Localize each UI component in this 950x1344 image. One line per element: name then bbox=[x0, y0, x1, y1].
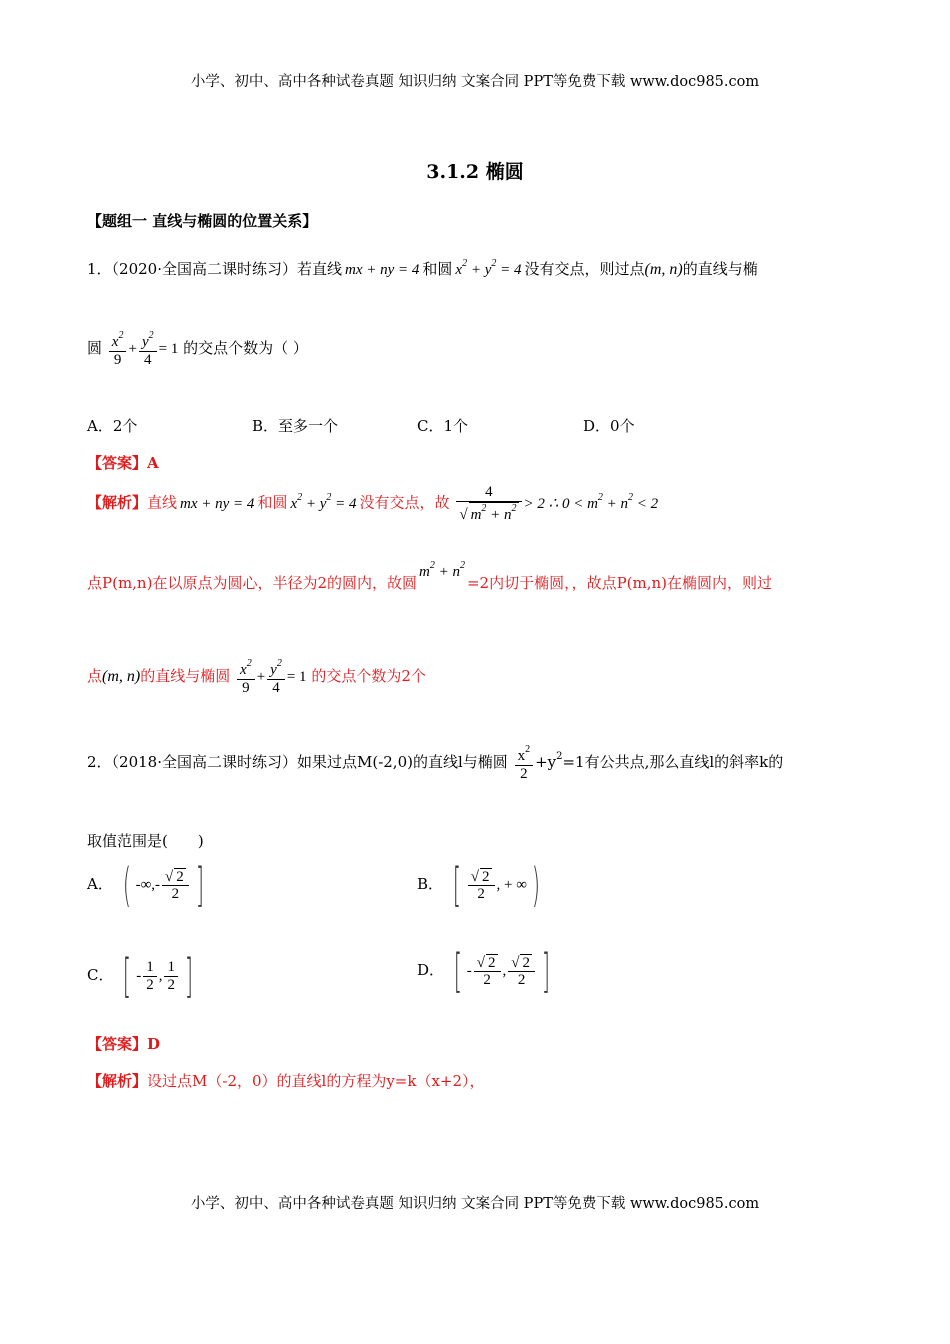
answer-value: A bbox=[147, 454, 159, 472]
q2-option-a-label: A． bbox=[87, 875, 113, 893]
group-heading: 【题组一 直线与椭圆的位置关系】 bbox=[87, 212, 318, 230]
q1-option-d: D．0个 bbox=[583, 417, 635, 435]
q1-stem-text: 1．（2020·全国高二课时练习）若直线 bbox=[87, 260, 342, 278]
q1-line-with: 的直线与椭 bbox=[682, 260, 758, 278]
q2-option-b-label: B． bbox=[417, 875, 444, 893]
q1-analysis-1a: 直线 bbox=[147, 493, 178, 512]
q1-count-question: 的交点个数为（ ） bbox=[183, 339, 308, 357]
q1-and-circle: 和圆 bbox=[422, 260, 453, 278]
q1-analysis-2b: =2内切于椭圆，，故点P(m,n)在椭圆内，则过 bbox=[466, 574, 773, 592]
q1-no-intersect: 没有交点，则过点 bbox=[524, 260, 645, 278]
q1-analysis-1b: 和圆 bbox=[257, 493, 288, 512]
q1-stem-line2: 圆 $\frac{x^2}{9}$ + $\frac{y^2}{4}$ = 1 的交点个数为（ ） bbox=[87, 330, 308, 368]
analysis-tag: 【解析】 bbox=[87, 1072, 148, 1090]
answer-value: D bbox=[147, 1035, 161, 1053]
q1-answer bbox=[87, 452, 159, 473]
q2-option-d: D． [ - $\frac{√ 2}{2}$ , $\frac{√ 2}{2}$ ] bbox=[417, 944, 551, 998]
q1-option-b: B．至多一个 bbox=[252, 417, 339, 435]
q1-analysis-line2: 点P(m,n)在以原点为圆心，半径为2的圆内，故圆$m^2 + n^2=2$内切于椭圆，，故点P(m,n)在椭圆内，则过 bbox=[87, 560, 773, 592]
q1-analysis-1c: 没有交点，故 bbox=[359, 493, 450, 512]
q1-option-a: A．2个 bbox=[87, 417, 138, 435]
q2-option-d-label: D． bbox=[417, 961, 445, 979]
q1-analysis-line3: 点(m, n)的直线与椭圆 $\frac{x^2}{9}$ + $\frac{y^2}{4}$ = 1 的交点个数为2个 bbox=[87, 658, 426, 696]
answer-tag: 【答案】 bbox=[87, 1035, 148, 1053]
q1-circle-char: 圆 bbox=[87, 339, 103, 357]
q2-stem-c: =1有公共点,那么直线l的斜率k的 bbox=[562, 753, 784, 771]
q2-stem-a: 2．（2018·全国高二课时练习）如果过点M(-2,0)的直线l与椭圆 bbox=[87, 753, 508, 771]
q2-stem-line2: 取值范围是( ) bbox=[87, 832, 204, 850]
q2-option-c-label: C． bbox=[87, 966, 114, 984]
page-footer: 小学、初中、高中各种试卷真题 知识归纳 文案合同 PPT等免费下载 www.doc985.com bbox=[190, 1196, 760, 1212]
q1-analysis-2a: 点P(m,n)在以原点为圆心，半径为2的圆内，故圆 bbox=[87, 574, 417, 592]
q1-stem-line1: 1．（2020·全国高二课时练习）若直线 mx + ny = 4 和圆 $x^2 + y^2 = 4$ 没有交点，则过点(m, n)的直线与椭 bbox=[87, 258, 758, 278]
q2-option-c: C． [ - $\frac{1}{2}$ , $\frac{1}{2}$ ] bbox=[87, 949, 193, 1003]
q1-analysis-3a: 点 bbox=[87, 667, 103, 685]
analysis-tag: 【解析】 bbox=[87, 493, 148, 512]
q1-option-c: C．1个 bbox=[417, 417, 469, 435]
q2-option-a: A． ( -∞,- $\frac{√ 2}{2}$ ] bbox=[87, 858, 204, 912]
q1-analysis-3c: 的交点个数为2个 bbox=[311, 667, 426, 685]
q2-analysis bbox=[87, 1070, 485, 1091]
q1-analysis-3b: 的直线与椭圆 bbox=[140, 667, 231, 685]
q2-answer bbox=[87, 1033, 160, 1054]
q1-analysis-line1: 【解析】直线 mx + ny = 4 和圆 $x^2 + y^2 = 4$ 没有交点，故 $\frac{4}{√ m^2 + n^2}$ > 2 ∴ $0 < m^2 + n^2 < 2$ bbox=[87, 484, 659, 523]
q2-stem-b: +y bbox=[535, 753, 557, 771]
page-title: 3.1.2 椭圆 bbox=[426, 161, 524, 183]
q2-option-b: B． [ $\frac{√ 2}{2}$ , + ∞ ) bbox=[417, 858, 540, 912]
answer-tag: 【答案】 bbox=[87, 454, 148, 472]
q2-analysis-text: 设过点M（-2，0）的直线l的方程为y=k（x+2）， bbox=[147, 1072, 485, 1090]
q2-stem-line1: 2．（2018·全国高二课时练习）如果过点M(-2,0)的直线l与椭圆 $\frac{x^2}{2}$ $+y^2=1$有公共点,那么直线l的斜率k的 bbox=[87, 744, 784, 782]
page-header: 小学、初中、高中各种试卷真题 知识归纳 文案合同 PPT等免费下载 www.doc985.com bbox=[190, 74, 760, 90]
